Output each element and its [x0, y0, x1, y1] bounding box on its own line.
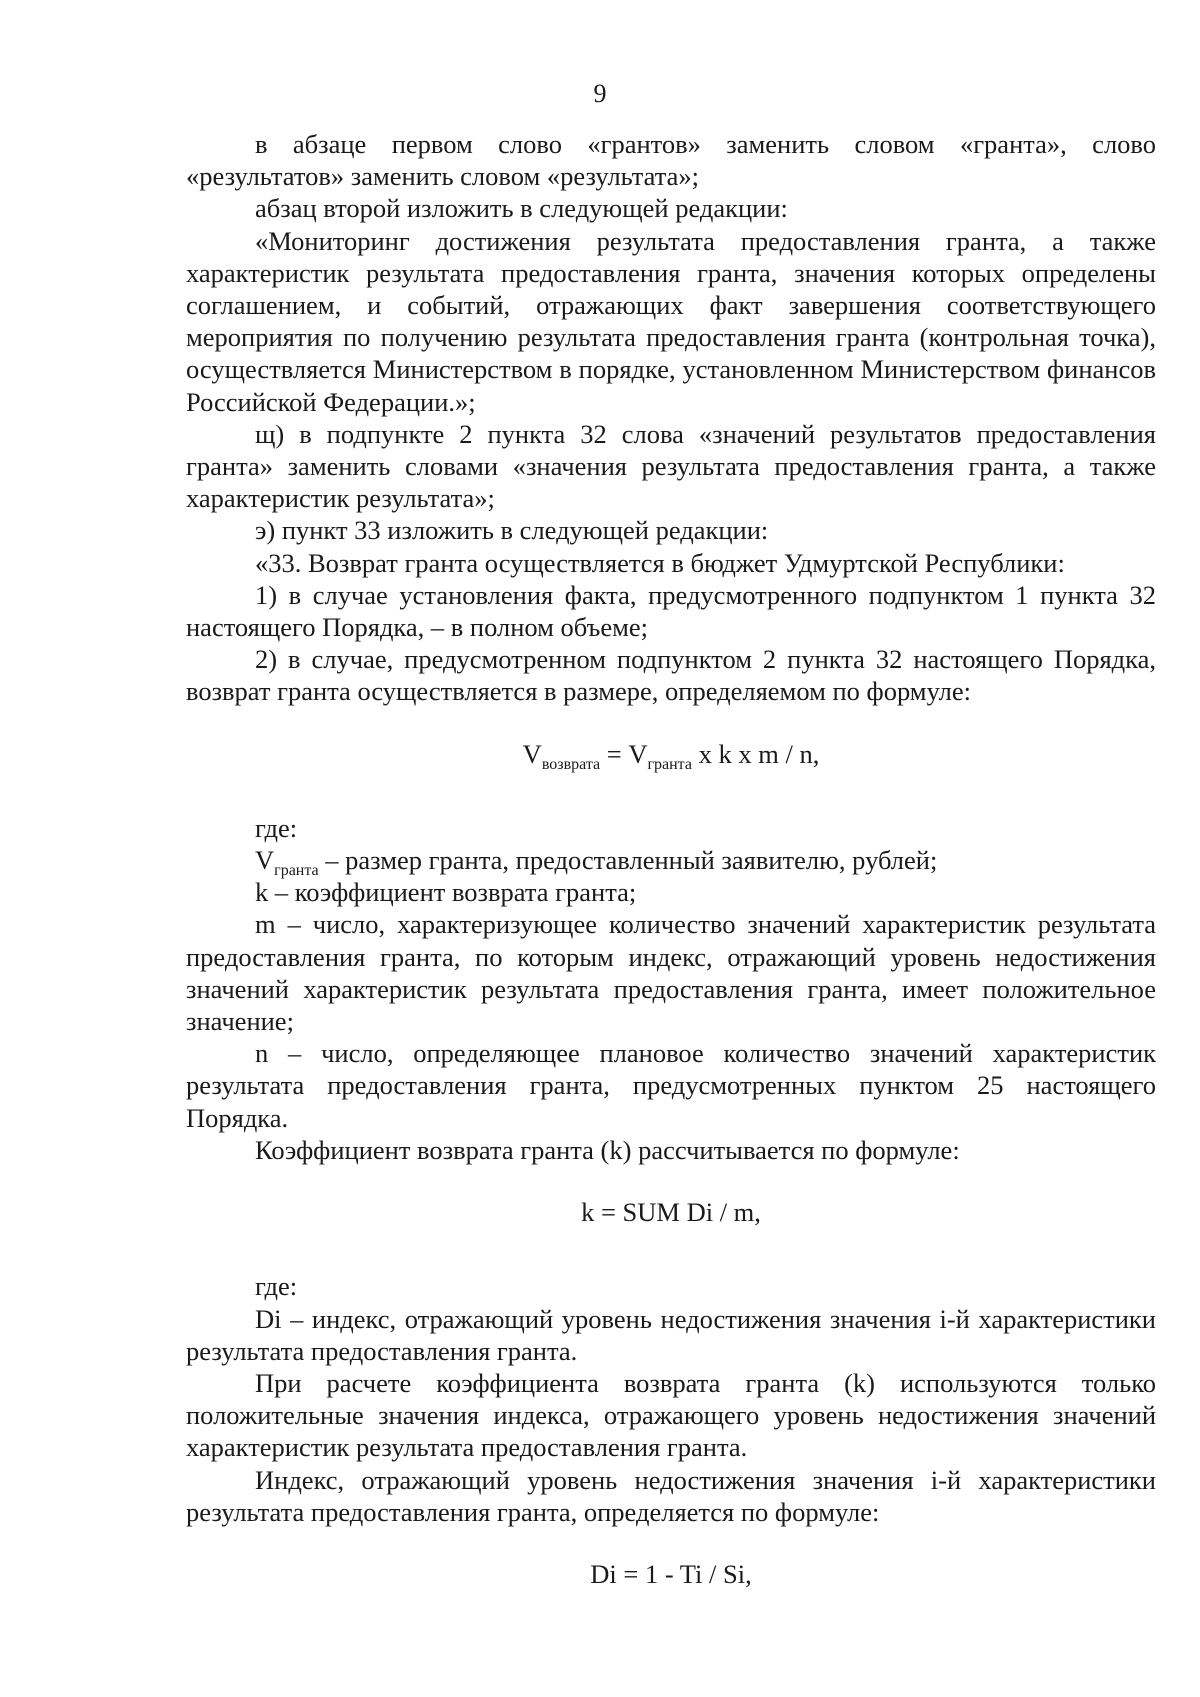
formula-di: Di = 1 - Ti / Si,	[590, 1558, 752, 1589]
definition-k: k – коэффициент возврата гранта;	[255, 877, 637, 908]
formula-return-amount	[186, 738, 1156, 773]
formula-v-symbol: V	[522, 738, 542, 769]
term-v-grant-sub: гранта	[274, 862, 319, 880]
definition-m: m – число, характеризующее количество значений характеристик результата предоставления гранта, по которым индекс, отражающий уровень недостижения значений характеристик результата предоставления гранта, имеет положительное значение;	[186, 909, 1156, 1037]
paragraph-case-2: 2) в случае, предусмотренном подпунктом 2 пункта 32 настоящего Порядка, возврат гранта осуществляется в размере, определяемом по формуле:	[186, 644, 1156, 707]
paragraph-case-1: 1) в случае установления факта, предусмотренного подпунктом 1 пункта 32 настоящего Порядка, – в полном объеме;	[186, 579, 1156, 643]
where-label-2: где:	[255, 1271, 298, 1302]
definition-di: Di – индекс, отражающий уровень недостижения значения i-й характеристики результата предоставления гранта.	[186, 1303, 1156, 1366]
definition-n: n – число, определяющее плановое количество значений характеристик результата предоставления гранта, предусмотренных пунктом 25 настоящего Порядка.	[186, 1038, 1156, 1133]
paragraph-monitoring: «Мониторинг достижения результата предоставления гранта, а также характеристик результата предоставления гранта, значения которых определены соглашением, и событий, отражающих факт завершения соответствующего мероприятия по получению результата предоставления гранта (контрольная точка), осуществляется Министерством в порядке, установленном Министерством финансов Российской Федерации.»;	[186, 225, 1156, 417]
formula-rest: x k x m / n,	[691, 738, 820, 769]
k-formula-intro: Коэффициент возврата гранта (k) рассчитывается по формуле:	[255, 1134, 960, 1165]
term-v-grant-desc: – размер гранта, предоставленный заявителю, рублей;	[318, 845, 938, 876]
formula-equals: =	[600, 738, 629, 769]
paragraph-amend-first: в абзаце первом слово «грантов» заменить словом «гранта», слово «результатов» заменить словом «результата»;	[186, 129, 1156, 192]
paragraph-e: э) пункт 33 изложить в следующей редакции:	[255, 515, 769, 546]
term-v-symbol: V	[255, 845, 275, 876]
paragraph-di-intro: Индекс, отражающий уровень недостижения значения i-й характеристики результата предоставления гранта, определяется по формуле:	[186, 1464, 1156, 1527]
formula-sub-grant: гранта	[647, 755, 692, 773]
formula-k: k = SUM Di / m,	[581, 1197, 761, 1228]
paragraph-second-intro: абзац второй изложить в следующей редакции:	[255, 193, 788, 224]
paragraph-shch: щ) в подпункте 2 пункта 32 слова «значений результатов предоставления гранта» заменить словами «значения результата предоставления гранта, а также характеристик результата»;	[186, 418, 1156, 514]
paragraph-33: «33. Возврат гранта осуществляется в бюджет Удмуртской Республики:	[255, 547, 1065, 578]
formula-sub-return: возврата	[541, 755, 601, 773]
where-label-1: где:	[255, 812, 298, 843]
document-body	[186, 128, 1156, 1590]
page-number: 9	[593, 79, 607, 108]
definition-v-grant	[186, 844, 1156, 880]
paragraph-k-note: При расчете коэффициента возврата гранта (k) используются только положительные значения индекса, отражающего уровень недостижения значений характеристик результата предоставления гранта.	[186, 1367, 1156, 1463]
formula-v-symbol-2: V	[628, 738, 648, 769]
